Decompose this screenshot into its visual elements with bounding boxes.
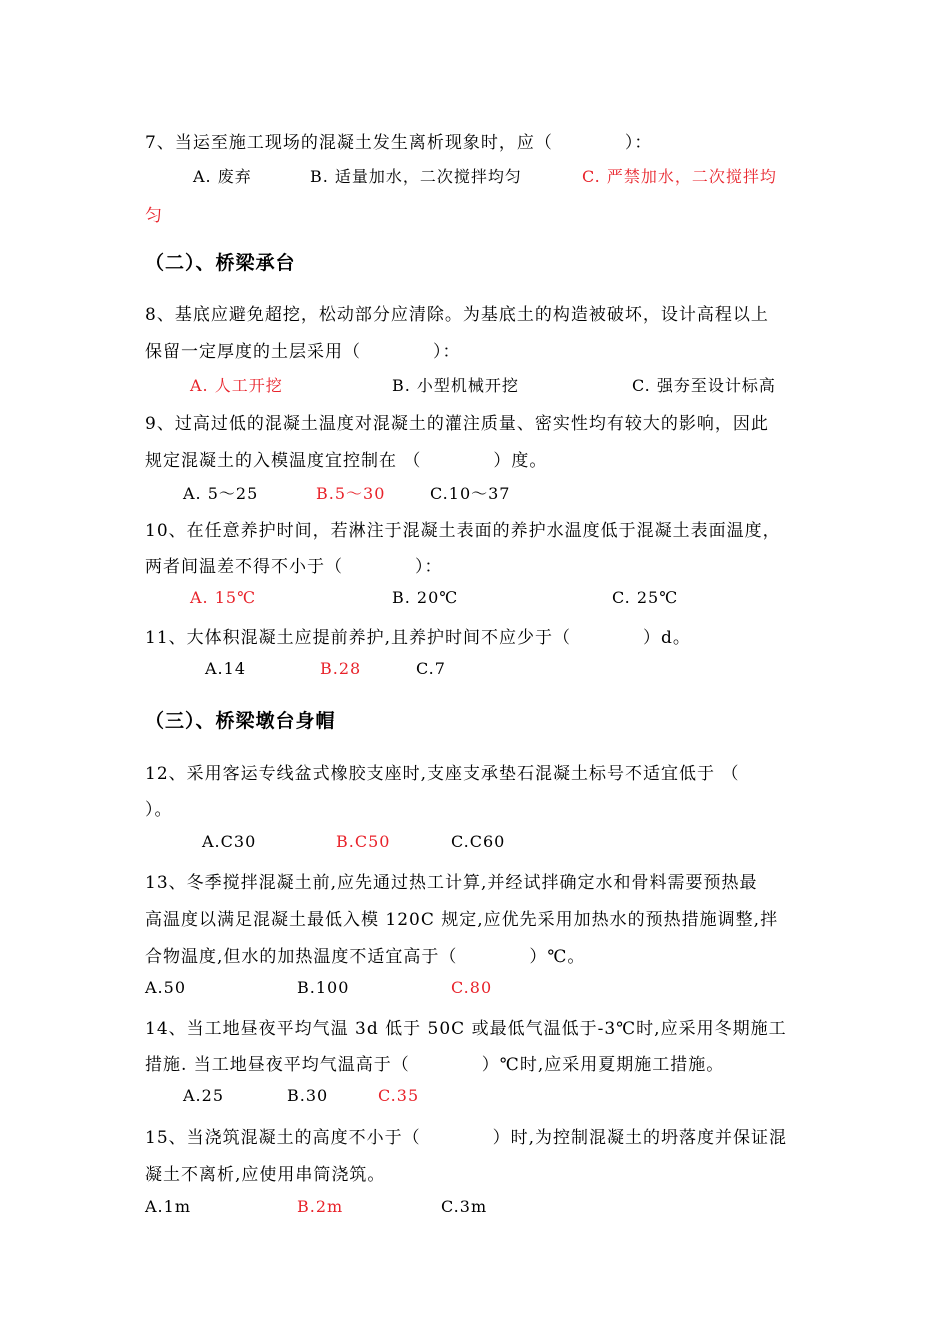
q13-stem-line2: 高温度以满足混凝土最低入模 120C 规定,应优先采用加热水的预热措施调整,拌	[145, 910, 779, 930]
q12-option-b: B.C50	[336, 832, 391, 851]
q10-option-c: C. 25℃	[612, 588, 679, 607]
q13-option-b: B.100	[297, 978, 350, 997]
q9-option-c: C.10～37	[430, 484, 511, 503]
q15-option-a: A.1m	[145, 1197, 191, 1216]
q12-option-a: A.C30	[202, 832, 257, 851]
q13-option-a: A.50	[145, 978, 186, 997]
q7-option-a: A. 废弃	[193, 167, 252, 186]
q10-option-b: B. 20℃	[392, 588, 459, 607]
q10-stem-line2: 两者间温差不得不小于（ ）：	[145, 557, 443, 577]
q12-stem-line2: ）。	[145, 800, 173, 820]
q15-stem-line1: 15、当浇筑混凝土的高度不小于（ ）时,为控制混凝土的坍落度并保证混	[145, 1128, 788, 1148]
q7-stem: 7、当运至施工现场的混凝土发生离析现象时，应（ ）：	[145, 133, 653, 153]
q7-option-c: C. 严禁加水，二次搅拌均	[582, 167, 777, 186]
q7-option-b: B. 适量加水，二次搅拌均匀	[310, 167, 522, 186]
q9-stem-line2: 规定混凝土的入模温度宜控制在 （ ）度。	[145, 451, 548, 471]
q11-option-a: A.14	[205, 659, 246, 678]
q8-stem-line2: 保留一定厚度的土层采用（ ）：	[145, 342, 461, 362]
q10-option-a: A. 15℃	[190, 588, 256, 607]
q8-option-a: A. 人工开挖	[190, 376, 283, 395]
q14-stem-line1: 14、当工地昼夜平均气温 3d 低于 50C 或最低气温低于-3℃时,应采用冬期施工	[145, 1019, 787, 1039]
q7-option-c-cont: 匀	[145, 206, 163, 226]
q8-option-b: B. 小型机械开挖	[392, 376, 519, 395]
q11-option-c: C.7	[416, 659, 446, 678]
q14-option-c: C.35	[378, 1086, 420, 1105]
q13-option-c: C.80	[451, 978, 493, 997]
q13-stem-line3: 合物温度,但水的加热温度不适宜高于（ ）℃。	[145, 947, 586, 967]
q9-option-a: A. 5～25	[183, 484, 259, 503]
q11-stem: 11、大体积混凝土应提前养护,且养护时间不应少于（ ）d。	[145, 628, 691, 648]
section-heading-2: （二）、桥梁承台	[145, 252, 296, 274]
q15-option-b: B.2m	[297, 1197, 344, 1216]
q11-option-b: B.28	[320, 659, 362, 678]
section-heading-3: （三）、桥梁墩台身帽	[145, 710, 336, 732]
q8-stem-line1: 8、基底应避免超挖，松动部分应清除。为基底土的构造被破坏，设计高程以上	[145, 305, 769, 325]
q10-stem-line1: 10、在任意养护时间，若淋注于混凝土表面的养护水温度低于混凝土表面温度，	[145, 521, 781, 541]
q9-stem-line1: 9、过高过低的混凝土温度对混凝土的灌注质量、密实性均有较大的影响，因此	[145, 414, 769, 434]
q14-stem-line2: 措施. 当工地昼夜平均气温高于（ ）℃时,应采用夏期施工措施。	[145, 1055, 725, 1075]
q8-option-c: C. 强夯至设计标高	[632, 376, 776, 395]
q14-option-b: B.30	[287, 1086, 329, 1105]
q15-option-c: C.3m	[441, 1197, 488, 1216]
q9-option-b: B.5～30	[316, 484, 386, 503]
q14-option-a: A.25	[183, 1086, 224, 1105]
q12-option-c: C.C60	[451, 832, 506, 851]
q15-stem-line2: 凝土不离析,应使用串筒浇筑。	[145, 1165, 386, 1185]
q12-stem-line1: 12、采用客运专线盆式橡胶支座时,支座支承垫石混凝土标号不适宜低于 （	[145, 764, 740, 784]
q13-stem-line1: 13、冬季搅拌混凝土前,应先通过热工计算,并经试拌确定水和骨料需要预热最	[145, 873, 758, 893]
